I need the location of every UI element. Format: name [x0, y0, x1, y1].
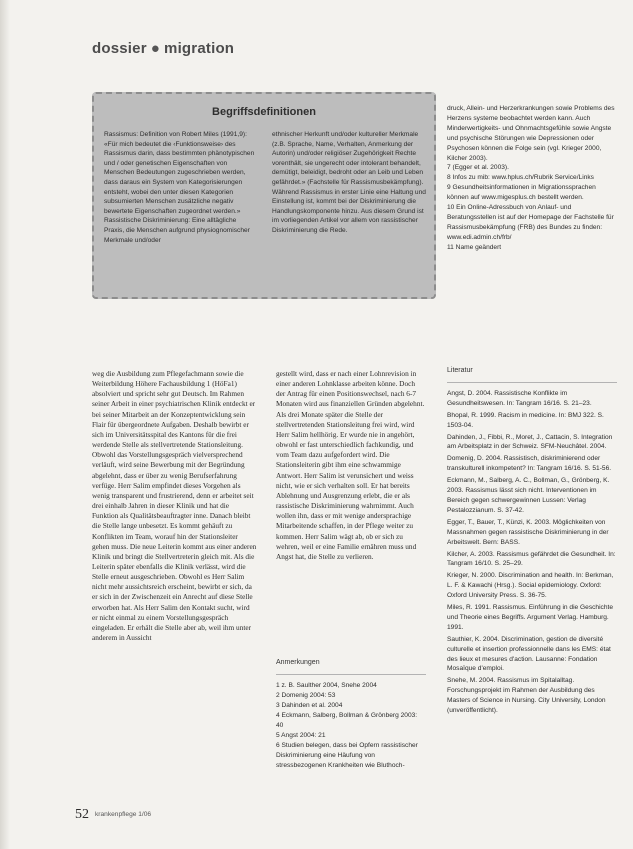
literature-item: Krieger, N. 2000. Discrimination and health. In: Berkman, L. F. & Kawachi (Hrsg.). Social epidemiology. Oxford: Oxford University Press. S. 36-75.	[447, 572, 614, 600]
footnote-item: 6 Studien belegen, dass bei Opfern rassistischer Diskriminierung eine Häufung von stressbezogenen Krankheiten wie Bluthoch-	[276, 742, 418, 769]
footnote-item: 2 Domenig 2004: 53	[276, 692, 336, 699]
footnote-item: 4 Eckmann, Salberg, Bollman & Grönberg 2003: 40	[276, 712, 418, 729]
notes-continued-column	[447, 104, 617, 253]
box-title: Begriffsdefinitionen	[212, 106, 316, 118]
notes-text: druck, Allein- und Herzerkrankungen sowie Problems des Herzens systeme beobachtet werden kann. Auch Minderwertigkeits- und Ohnmachtsgefühle sowie Angste und psychische Störungen wie Depressionen oder Psychosen können die Folge sein (vgl. Krieger 2000, Kilcher 2003). 7 (Egger et al. 2003). 8 Infos zu mib: www.hplus.ch/Rubrik Service/Links 9 Gesundheitsinformationen in Migrationssprachen können auf www.migesplus.ch bestellt werden. 10 Ein Online-Adressbuch von Anlauf- und Beratungsstellen ist auf der Homepage der Fachstelle für Rassismusbekämpfung (FRB) des Bundes zu finden: www.edi.admin.ch/frb/ 11 Name geändert	[447, 105, 615, 251]
bullet-icon: ●	[150, 40, 161, 57]
header-migration: migration	[164, 40, 235, 57]
definitions-box	[92, 92, 436, 299]
page-number: 52	[75, 807, 89, 822]
literature-item: Miles, R. 1991. Rassismus. Einführung in die Geschichte und Theorie eines Begriffs. Argument Verlag. Hamburg. 1991.	[447, 604, 614, 631]
footnotes-block	[276, 658, 426, 771]
body-column-left	[92, 369, 257, 643]
literature-item: Sauthier, K. 2004. Discrimination, gestion de diversité culturelle et insertion professionnelle dans les EMS: état des lieux et mesures d'action. Lausanne: Fondation Mosaïque d'emploi.	[447, 635, 611, 673]
literature-label: Literatur	[447, 367, 473, 374]
page-footer	[75, 807, 151, 823]
box-left-column: Rassismus: Definition von Robert Miles (1991,9): «Für mich bedeutet die ‹Funktionsweise› des Rassismus darin, dass bestimmten phänotypischen und / oder genetischen Eigenschaften von Menschen Bedeutungen zugeschrieben werden, dass daraus ein System von Kategorisierungen entsteht, wobei den unter diesen Kategorien subsumierten Menschen zusätzliche negativ bewertete Eigenschaften zugeordnet werden.» Rassistische Diskriminierung: Eine alltägliche Praxis, die Menschen aufgrund physiognomischer Merkmale und/oder	[104, 131, 255, 244]
body-column-middle	[276, 369, 426, 562]
body-text-left: weg die Ausbildung zum Pflegefachmann sowie die Weiterbildung Höhere Fachausbildung 1 (HöFa1) absolviert und spricht sehr gut Deutsch. Im Rahmen seiner Arbeit in einer psychiatrischen Klinik entdeckt er bei seiner Mitarbeit an der Konzeptentwicklung sein Flair für übergeordnete Aufgaben. Deshalb bewirbt er sich im Universitätsspital des Kantons für die frei werdende Stelle als stellvertretende Stationsleitung. Obwohl das Vorstellungsgespräch vielversprechend verläuft, wird seine Bewerbung mit der Begründung abgelehnt, dass er über zu wenig Berufserfahrung verfüge. Herr Salim empfindet dieses Vorgehen als wenig transparent und frustrierend, denn er arbeitet seit drei einhalb Jahren in dieser Klinik und hat die Funktion als Qualitätsbeauftragter inne. Danach bleibt die Stelle lange unbesetzt. Es kommt gehäuft zu Konflikten im Team, worauf hin der Stationsleiter gehen muss. Die neue Leiterin kommt aus einer anderen Klinik und bringt die Stellvertreterin gleich mit. Als die Leiterin später ebenfalls die Klinik verlässt, wird die Stelle erneut ausgeschrieben. Obwohl es Herr Salim nicht mehr aussichtsreich erscheint, bewirbt er sich, da er sich in der Zwischenzeit ein Anrecht auf diese Stelle erworben hat. Als Herr Salim den Kontakt sucht, wird er nicht einmal zu einem Vorstellungsgespräch eingeladen. Er erhält die Stelle aber ab, weil ihm unter anderem in Aussicht	[92, 369, 257, 643]
body-text-middle: gestellt wird, dass er nach einer Lohnrevision in einer anderen Lohnklasse arbeiten könne. Doch der Antrag für einen Positionswechsel, nach 6-7 Monaten wird aus finanziellen Gründen abgelehnt. Als drei Monate später die Stelle der stellvertretenden Stationsleitung frei wird, wird Herr Salim hellhörig. Er wurde nie in angehört, obwohl er fast unterschiedlich fachkundig, und vom Team dazu aufgefordert wird. Die Stationsleiterin gibt ihm eine schwammige Antwort. Herr Salim ist verunsichert und weiss nicht, wie er sich verhalten soll. Er hat bereits Ablehnung und Ausgrenzung erlebt, die er als rassistische Diskriminierung wahrnimmt. Auch wollen ihn, dass er mit wenige andersprachige Mitarbeitende schaffen, in der Pflege weiter zu kommen. Herr Salim wägt ab, ob er sich zu wehren, weil er eine Familie ernähren muss und Angst hat, die Stelle zu verlieren.	[276, 369, 425, 561]
footnote-item: 3 Dahinden et al. 2004	[276, 702, 343, 709]
literature-item: Domenig, D. 2004. Rassistisch, diskriminierend oder transkulturell inkompetent? In: Tangram 16/16. S. 51-56.	[447, 455, 612, 473]
literature-item: Snehe, M. 2004. Rassismus im Spitalalltag. Forschungsprojekt im Rahmen der Ausbildung des Masters of Science in Nursing. City University, London (unveröffentlicht).	[447, 677, 606, 715]
literature-item: Bhopal, R. 1999. Racism in medicine. In: BMJ 322. S. 1503-04.	[447, 411, 604, 429]
literature-item: Egger, T., Bauer, T., Künzi, K. 2003. Möglichkeiten von Massnahmen gegen rassistische Diskriminierung in der Arbeitswelt. Bern: BASS.	[447, 518, 609, 546]
scan-edge-shadow	[0, 0, 10, 849]
divider	[447, 382, 617, 383]
footnote-item: 5 Angst 2004: 21	[276, 732, 326, 739]
footnote-item: 1 z. B. Saulther 2004, Snehe 2004	[276, 682, 377, 689]
literature-item: Angst, D. 2004. Rassistische Konflikte im Gesundheitswesen. In: Tangram 16/16. S. 21–23.	[447, 389, 592, 407]
literature-block	[447, 366, 617, 718]
header-dossier: dossier	[92, 40, 147, 57]
section-header	[92, 40, 234, 57]
literature-item: Eckmann, M., Salberg, A. C., Bollman, G., Grönberg, K. 2003. Rassismus lässt sich nicht. Interventionen im Bereich gegen schwergewinnen Lussen: Verlag Pestalozzianum. S. 37-42.	[447, 477, 610, 514]
box-right-column: ethnischer Herkunft und/oder kultureller Merkmale (z.B. Sprache, Name, Verhalten, Anmerkung der Autorin) und/oder religiöser Zugehörigkeit Rechte vorenthält, sie ungerecht oder intolerant behandelt, demütigt, beleidigt, bedroht oder an Leib und Leben gefährdet.» (Fachstelle für Rassismusbekämpfung). Während Rassismus in erster Linie eine Haltung und Einstellung ist, kommt bei der Diskriminierung die Handlungskomponente hinzu. Aus diesem Grund ist im vorliegenden Artikel vor allem von rassistischer Diskriminierung die Rede.	[272, 131, 426, 234]
literature-item: Dahinden, J., Fibbi, R., Moret, J., Cattacin, S. Integration am Arbeitsplatz in der Schweiz. SFM-Neuchâtel. 2004.	[447, 433, 613, 451]
footnotes-label: Anmerkungen	[276, 659, 320, 666]
running-title: krankenpflege 1/06	[95, 811, 152, 819]
literature-item: Kilcher, A. 2003. Rassismus gefährdet die Gesundheit. In: Tangram 16/10. S. 25–29.	[447, 550, 616, 568]
divider	[276, 674, 426, 675]
